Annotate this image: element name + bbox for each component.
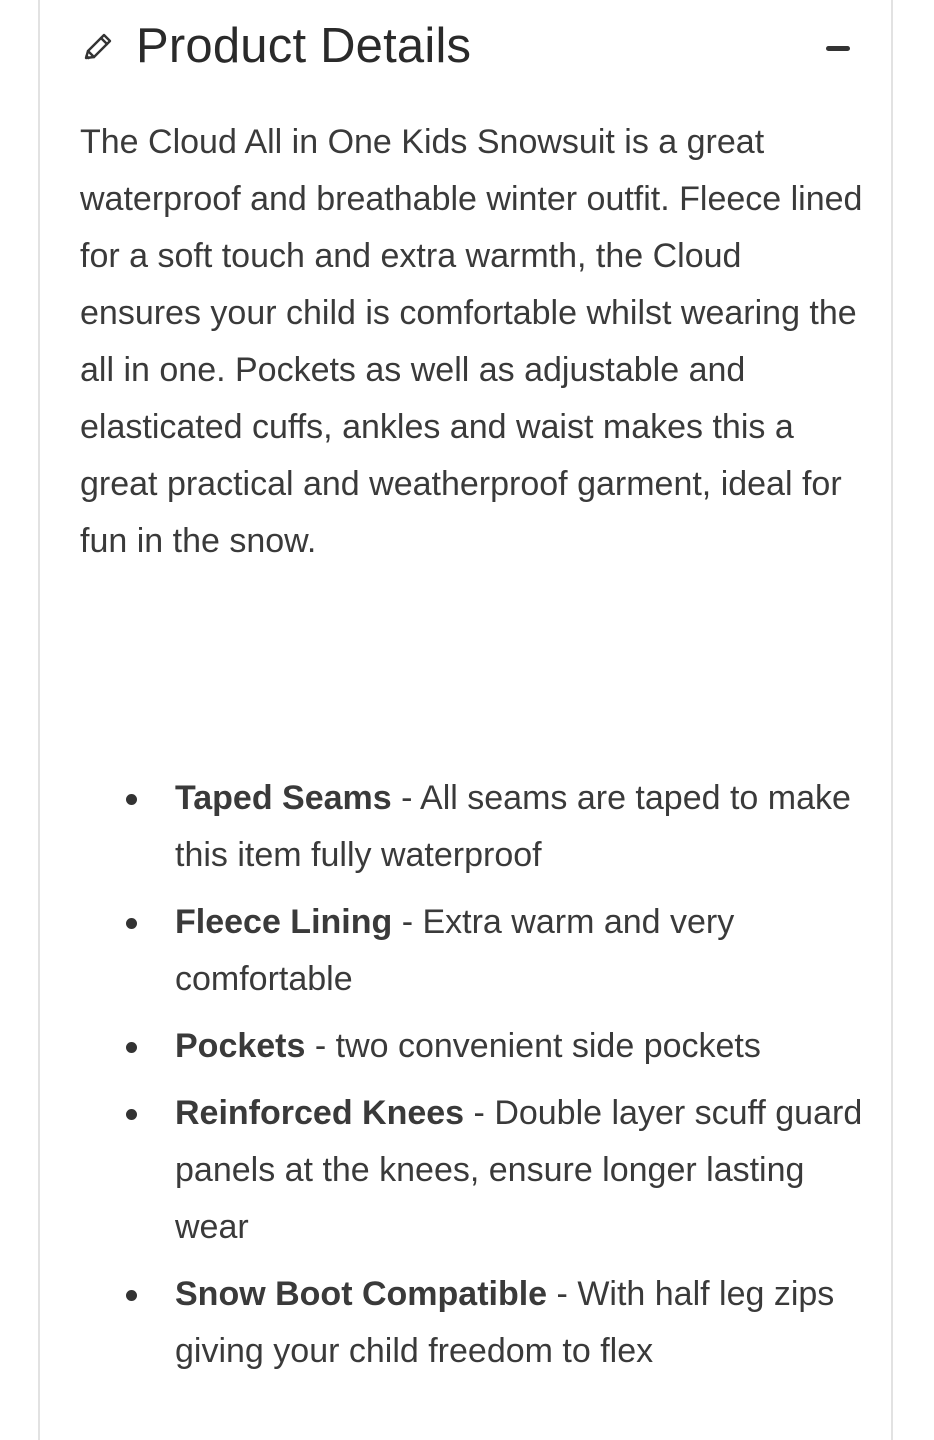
pencil-icon <box>80 31 114 65</box>
feature-name: Pockets <box>175 1027 306 1065</box>
feature-separator: - <box>392 903 423 941</box>
feature-name: Reinforced Knees <box>175 1094 465 1132</box>
feature-item-reinforced-knees <box>80 1085 880 1256</box>
minus-icon <box>826 46 850 51</box>
feature-text: Extra warm and very comfortable <box>175 903 735 998</box>
product-details-panel <box>38 0 893 1440</box>
feature-name: Taped Seams <box>175 779 392 817</box>
product-details-header[interactable] <box>40 0 891 96</box>
feature-separator: - <box>305 1027 336 1065</box>
feature-name: Fleece Lining <box>175 903 393 941</box>
feature-item-taped-seams <box>80 770 880 884</box>
feature-list <box>80 770 880 1390</box>
collapse-button[interactable] <box>820 30 860 66</box>
bullet-icon <box>126 1042 137 1053</box>
feature-text: two convenient side pockets <box>335 1027 761 1065</box>
feature-text: With half leg zips giving your child freedom to flex <box>175 1275 835 1370</box>
feature-separator: - <box>547 1275 578 1313</box>
feature-text: Double layer scuff guard panels at the knees, ensure longer lasting wear <box>175 1094 863 1246</box>
feature-separator: - <box>391 779 421 817</box>
bullet-icon <box>126 1290 137 1301</box>
feature-name: Snow Boot Compatible <box>175 1275 548 1313</box>
product-description: The Cloud All in One Kids Snowsuit is a great waterproof and breathable winter outfit. Fleece lined for a soft touch and extra warmth, the Cloud ensures your child is comfortable whilst wearing the all in one. Pockets as well as adjustable and elasticated cuffs, ankles and waist makes this a great practical and weatherproof garment, ideal for fun in the snow. <box>80 123 863 560</box>
feature-item-fleece-lining <box>80 894 880 1008</box>
bullet-icon <box>126 918 137 929</box>
feature-text: All seams are taped to make this item fully waterproof <box>175 779 851 874</box>
feature-separator: - <box>464 1094 495 1132</box>
bullet-icon <box>126 1109 137 1120</box>
feature-item-pockets <box>80 1018 880 1075</box>
bullet-icon <box>126 794 137 805</box>
feature-item-snow-boot-compatible <box>80 1266 880 1380</box>
section-title: Product Details <box>136 19 472 73</box>
